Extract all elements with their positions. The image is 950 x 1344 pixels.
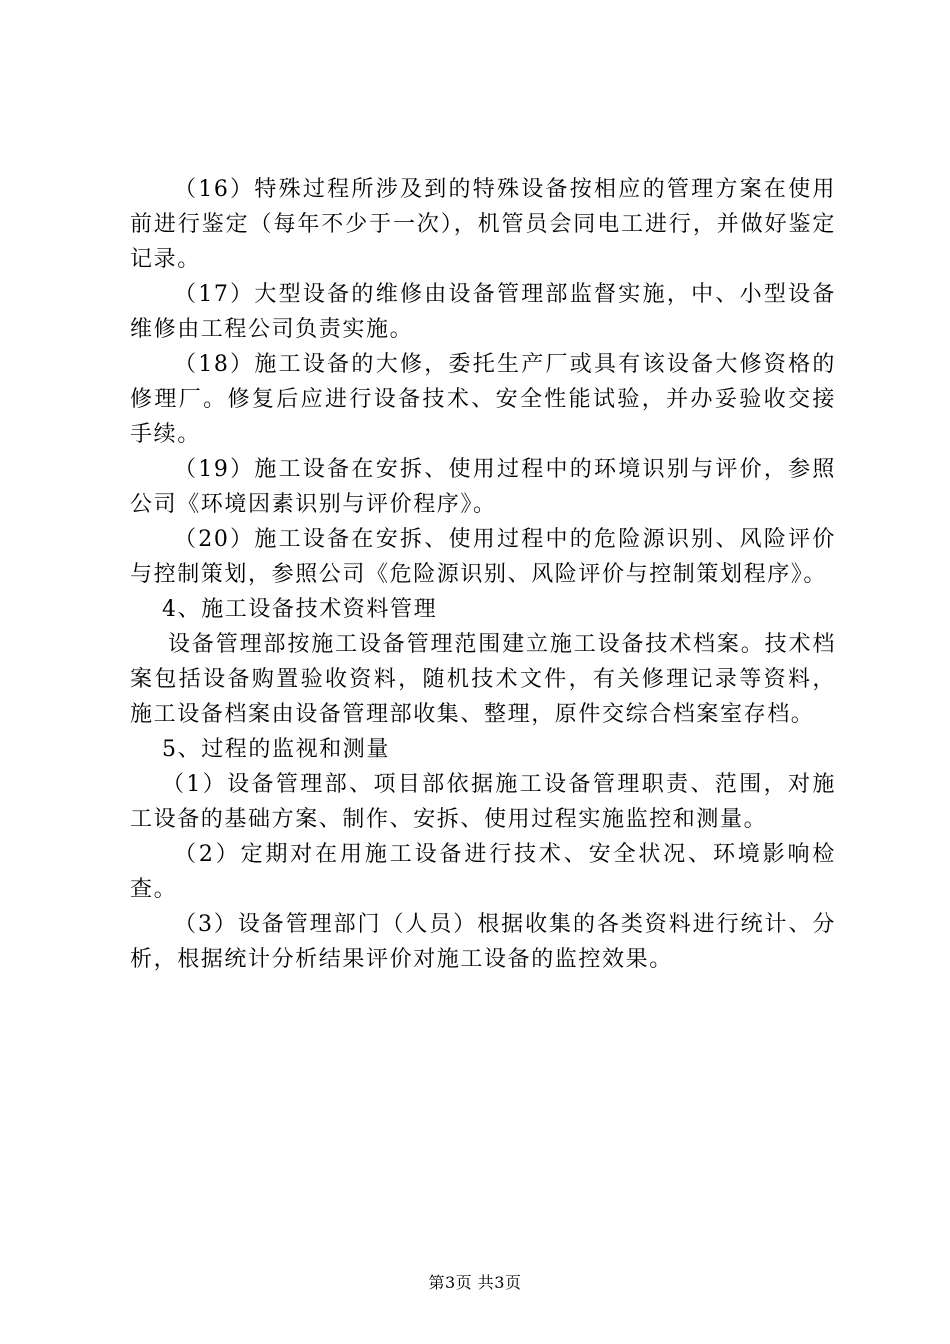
document-body [130, 172, 836, 977]
paragraph-monitor-3: （3）设备管理部门（人员）根据收集的各类资料进行统计、分析，根据统计分析结果评价对施工设备的监控效果。 [130, 912, 836, 972]
paragraph-19: （19）施工设备在安拆、使用过程中的环境识别与评价，参照公司《环境因素识别与评价程序》。 [130, 457, 836, 517]
paragraph-16: （16）特殊过程所涉及到的特殊设备按相应的管理方案在使用前进行鉴定（每年不少于一次），机管员会同电工进行，并做好鉴定记录。 [130, 177, 836, 272]
paragraph-17: （17）大型设备的维修由设备管理部监督实施，中、小型设备维修由工程公司负责实施。 [130, 282, 836, 342]
paragraph-18: （18）施工设备的大修，委托生产厂或具有该设备大修资格的修理厂。修复后应进行设备技术、安全性能试验，并办妥验收交接手续。 [130, 352, 836, 447]
page-footer: 第3页 共3页 [428, 1273, 522, 1292]
section-heading-5: 5、过程的监视和测量 [162, 737, 390, 762]
paragraph-technical-records: 设备管理部按施工设备管理范围建立施工设备技术档案。技术档案包括设备购置验收资料，随机技术文件，有关修理记录等资料，施工设备档案由设备管理部收集、整理，原件交综合档案室存档。 [130, 632, 836, 727]
paragraph-20: （20）施工设备在安拆、使用过程中的危险源识别、风险评价与控制策划，参照公司《危险源识别、风险评价与控制策划程序》。 [130, 527, 836, 587]
section-heading-4: 4、施工设备技术资料管理 [162, 597, 438, 622]
paragraph-monitor-1: （1）设备管理部、项目部依据施工设备管理职责、范围，对施工设备的基础方案、制作、安拆、使用过程实施监控和测量。 [130, 772, 836, 832]
paragraph-monitor-2: （2）定期对在用施工设备进行技术、安全状况、环境影响检查。 [130, 842, 836, 902]
